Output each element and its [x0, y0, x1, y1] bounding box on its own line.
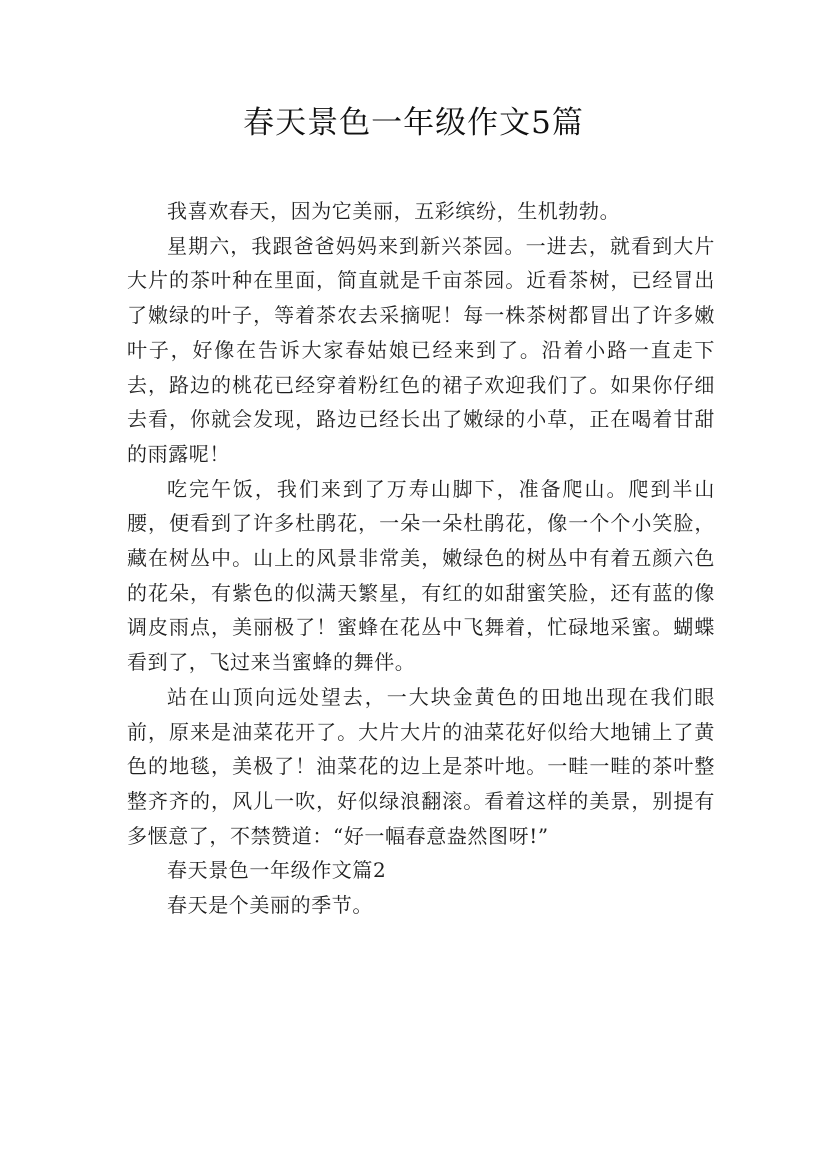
document-title: 春天景色一年级作文5篇	[243, 105, 584, 141]
paragraph: 站在山顶向远处望去，一大块金黄色的田地出现在我们眼前，原来是油菜花开了。大片大片的油菜花好似给大地铺上了黄色的地毯，美极了！油菜花的边上是茶叶地。一畦一畦的茶叶整整齐齐的，风儿一吹，好似绿浪翻滚。看着这样的美景，别提有多惬意了，不禁赞道：“好一幅春意盎然图呀!”	[127, 684, 715, 848]
document-body	[127, 194, 715, 923]
paragraph: 吃完午饭，我们来到了万寿山脚下，准备爬山。爬到半山腰，便看到了许多杜鹃花，一朵一朵杜鹃花，像一个个小笑脸，藏在树丛中。山上的风景非常美，嫩绿色的树丛中有着五颜六色的花朵，有紫色的似满天繁星，有红的如甜蜜笑脸，还有蓝的像调皮雨点，美丽极了！蜜蜂在花丛中飞舞着，忙碌地采蜜。蝴蝶看到了，飞过来当蜜蜂的舞伴。	[127, 476, 715, 675]
paragraph: 星期六，我跟爸爸妈妈来到新兴茶园。一进去，就看到大片大片的茶叶种在里面，简直就是千亩茶园。近看茶树，已经冒出了嫩绿的叶子，等着茶农去采摘呢！每一株茶树都冒出了许多嫩叶子，好像在告诉大家春姑娘已经来到了。沿着小路一直走下去，路边的桃花已经穿着粉红色的裙子欢迎我们了。如果你仔细去看，你就会发现，路边已经长出了嫩绿的小草，正在喝着甘甜的雨露呢！	[127, 233, 715, 466]
paragraph: 我喜欢春天，因为它美丽，五彩缤纷，生机勃勃。	[167, 199, 621, 223]
section-heading: 春天景色一年级作文篇2	[167, 858, 387, 883]
paragraph: 春天是个美丽的季节。	[167, 893, 373, 918]
